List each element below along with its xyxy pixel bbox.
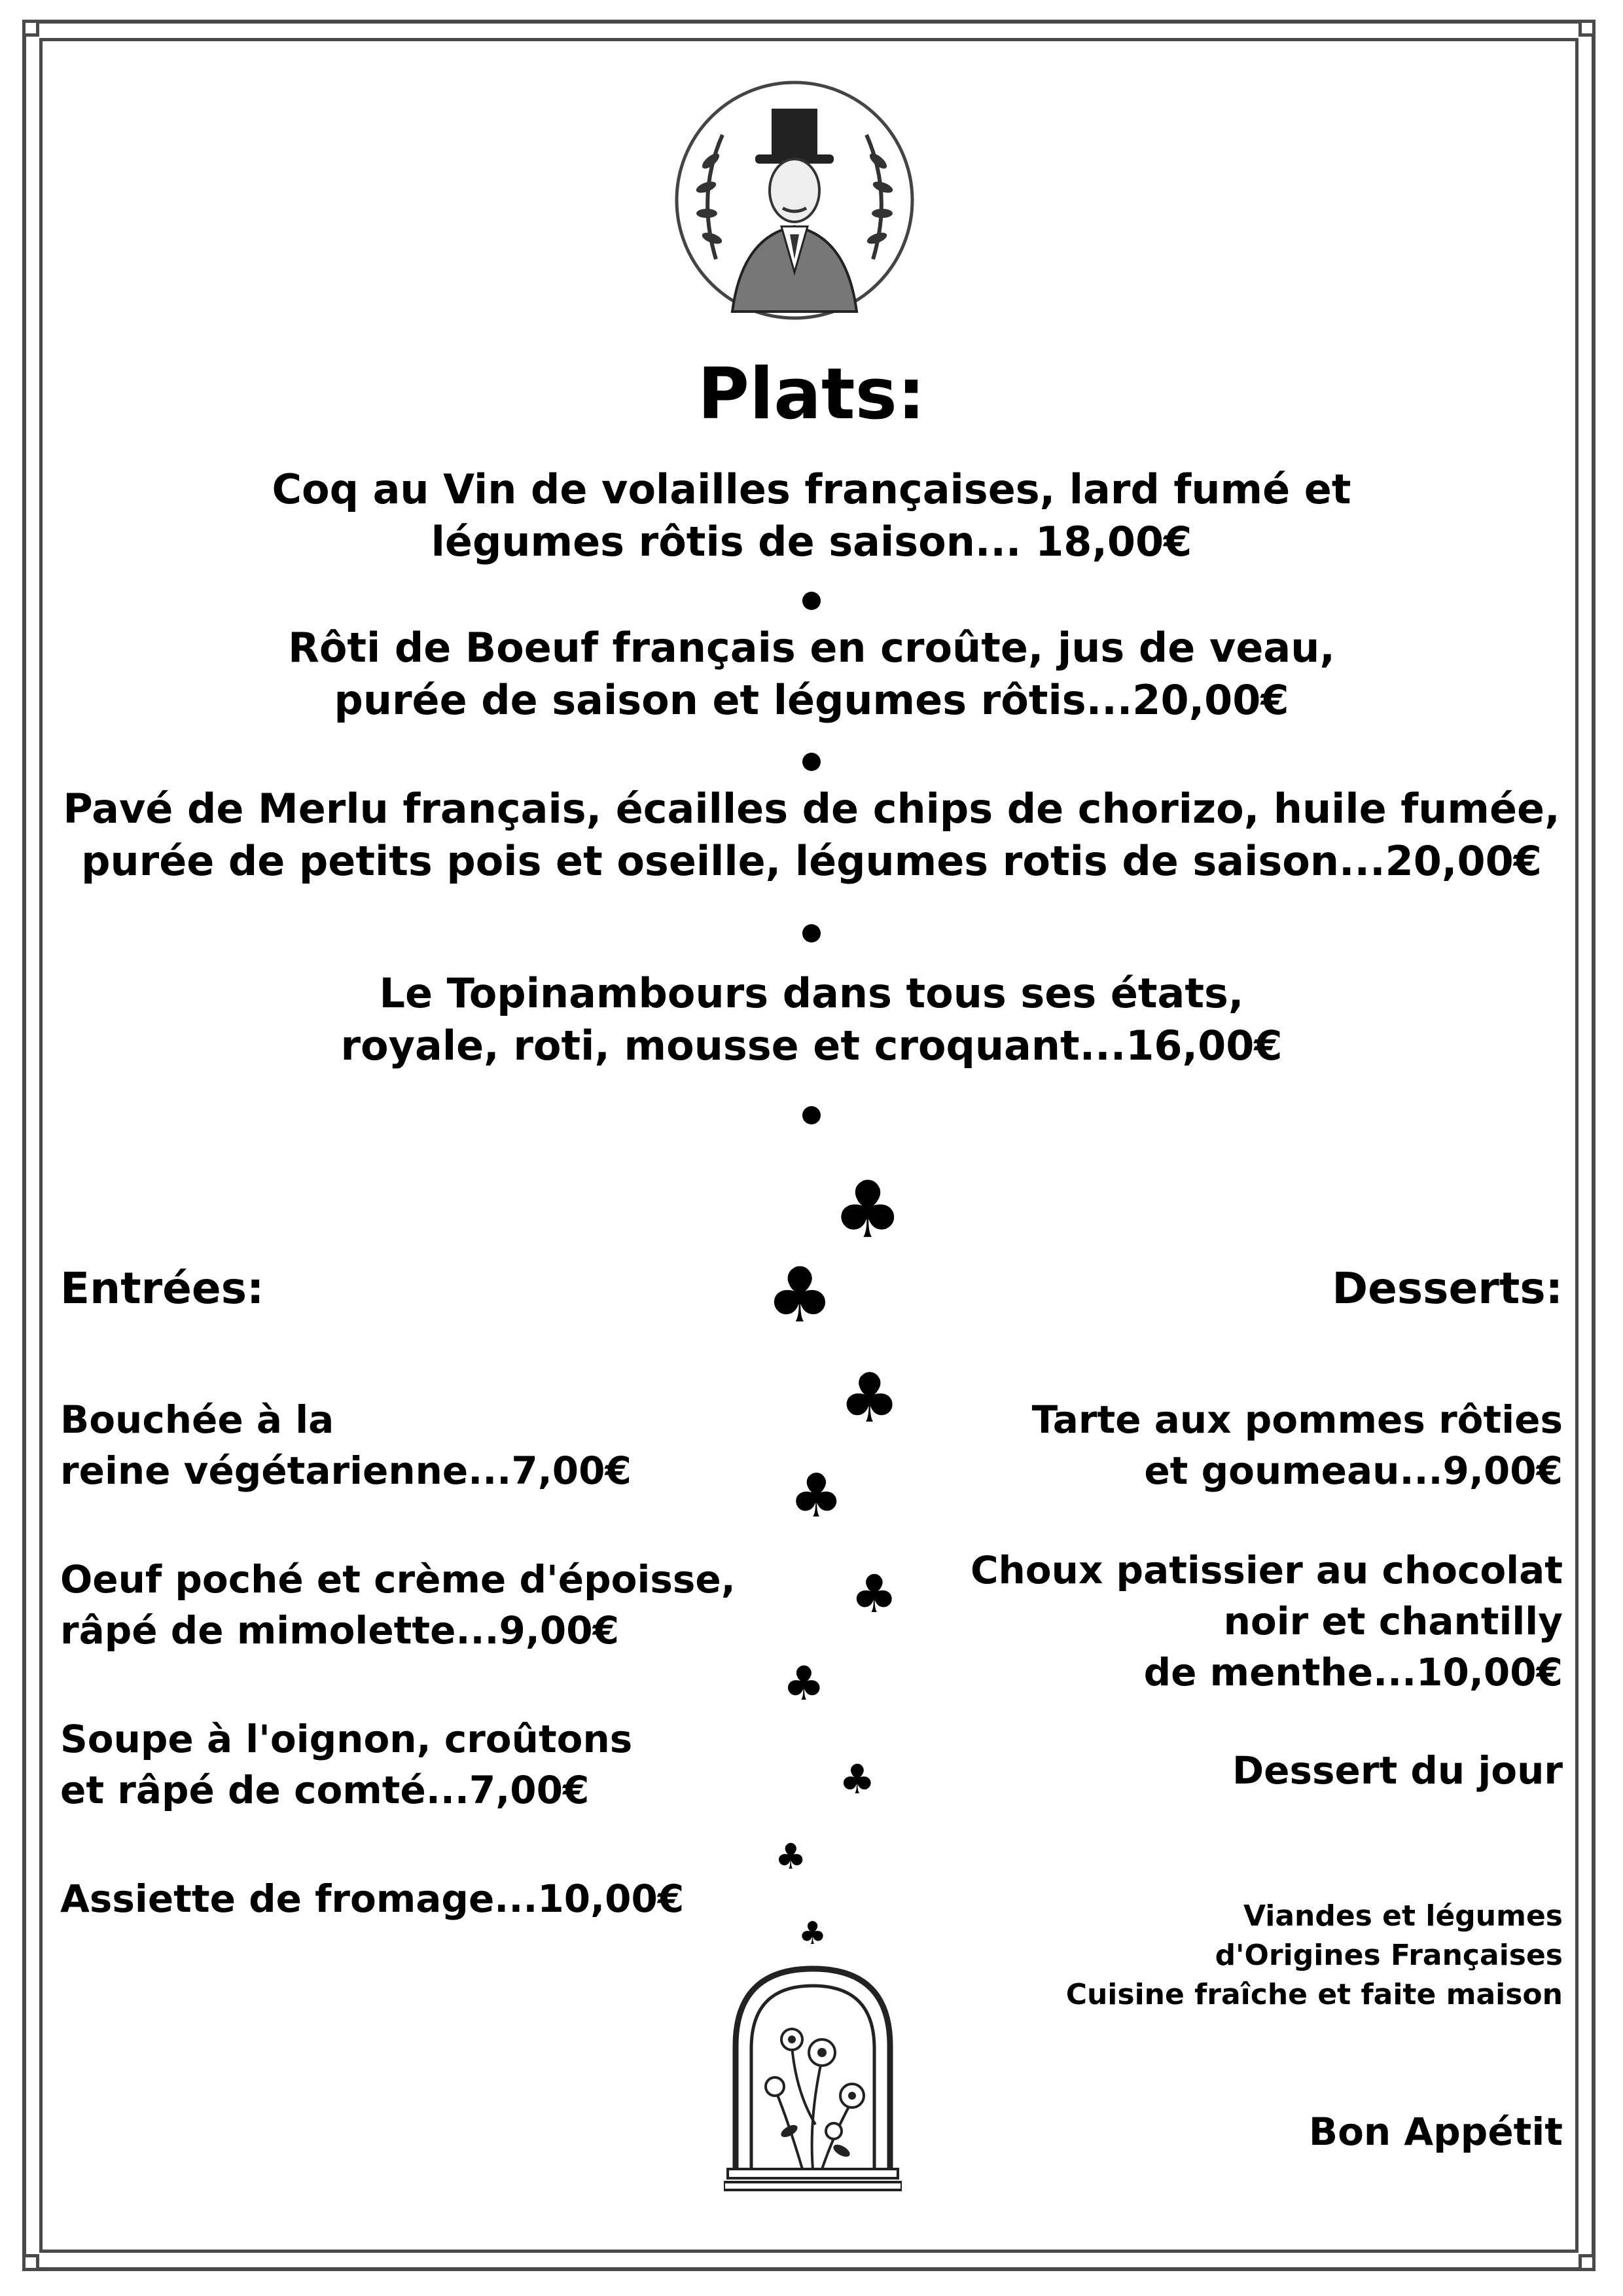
dessert-item-line: de menthe...10,00€ [1143,1650,1563,1695]
dessert-item-3 [1232,1745,1563,1796]
plat-item-3 [0,783,1623,888]
club-icon: ♣ [783,1656,825,1711]
club-icon: ♣ [839,1358,901,1438]
entree-item-line: Soupe à l'oignon, croûtons [60,1717,633,1761]
club-icon: ♣ [789,1461,844,1531]
floral-arch-icon [724,1961,902,2200]
plat-item-4 [0,967,1623,1072]
club-icon: ♣ [832,1165,903,1256]
plat-item-line: Pavé de Merlu français, écailles de chips de chorizo, huile fumée, [63,785,1560,833]
entree-item-line: et râpé de comté...7,00€ [60,1768,590,1812]
club-icon: ♣ [839,1755,876,1803]
entree-item-1 [60,1394,632,1496]
dot-icon [802,592,821,610]
dot-icon [802,924,821,942]
entree-item-line: Bouchée à la [60,1397,334,1442]
plat-item-line: purée de saison et légumes rôtis...20,00€ [334,676,1289,724]
plat-item-2 [0,622,1623,726]
dessert-item-line: et goumeau...9,00€ [1144,1448,1563,1493]
plat-item-line: purée de petits pois et oseille, légumes rotis de saison...20,00€ [81,837,1542,885]
club-icon: ♣ [766,1251,834,1340]
dessert-item-2 [971,1545,1563,1698]
origin-note-line: Viandes et légumes [1243,1899,1563,1933]
dot-icon [802,1106,821,1124]
plat-item-line: Rôti de Boeuf français en croûte, jus de veau, [288,624,1335,672]
dessert-item-1 [1032,1394,1563,1496]
club-icon: ♣ [851,1564,898,1624]
dot-icon [802,753,821,771]
desserts-heading: Desserts: [1332,1263,1563,1314]
frame-corner-top-left [22,20,39,37]
entree-item-2 [60,1554,736,1656]
page-title: Plats: [697,353,926,435]
dessert-item-line: Choux patissier au chocolat [970,1548,1563,1592]
plat-item-line: Coq au Vin de volailles françaises, lard fumé et [272,465,1351,513]
plat-item-line: légumes rôtis de saison... 18,00€ [431,518,1192,565]
club-icon: ♣ [798,1915,827,1952]
entree-item-line: râpé de mimolette...9,00€ [60,1608,619,1653]
gentleman-portrait-icon [670,63,919,344]
closing-text: Bon Appétit [1308,2109,1563,2154]
dessert-item-line: Tarte aux pommes rôties [1031,1397,1563,1442]
plat-item-line: Le Topinambours dans tous ses états, [379,969,1244,1017]
dessert-item-line: noir et chantilly [1223,1599,1563,1643]
frame-corner-bottom-left [22,2254,39,2271]
entree-item-3 [60,1713,632,1816]
origin-note-line: d'Origines Françaises [1215,1939,1563,1972]
frame-corner-top-right [1578,20,1596,37]
entree-item-4 [60,1873,684,1924]
origin-note-line: Cuisine fraîche et faite maison [1065,1978,1563,2011]
plat-item-1 [0,463,1623,568]
entree-item-line: Assiette de fromage...10,00€ [60,1876,685,1921]
plat-item-line: royale, roti, mousse et croquant...16,00€ [340,1022,1283,1069]
entree-item-line: Oeuf poché et crème d'époisse, [60,1557,736,1602]
entree-item-line: reine végétarienne...7,00€ [60,1448,632,1493]
origin-note [1066,1897,1563,2015]
dessert-item-line: Dessert du jour [1232,1748,1563,1793]
frame-corner-bottom-right [1578,2254,1596,2271]
entrees-heading: Entrées: [60,1263,264,1314]
club-icon: ♣ [775,1836,807,1877]
